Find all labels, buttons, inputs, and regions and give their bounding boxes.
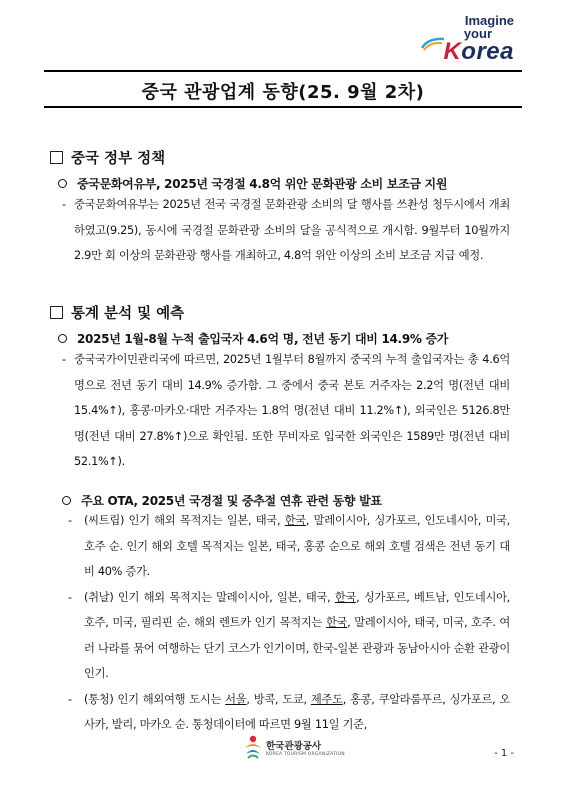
logo-line2: your	[463, 26, 492, 41]
title-rule-top	[44, 70, 522, 72]
title-rule-bottom	[44, 106, 522, 108]
paragraph-text: 중국문화여유부는 2025년 전국 국경절 문화관광 소비의 달 행사를 쓰촨성 청두시에서 개최하였고(9.25), 동시에 국경절 문화관광 소비의 달을 공식적으로 개시함. 9월부터 10월까지 2.9만 회 이상의 문화관광 행사를 개최하고, 4.8억 위안 이상의 소비 보조금 지급 예정.	[74, 198, 510, 262]
paragraph-text: 중국국가이민관리국에 따르면, 2025년 1월부터 8월까지 중국의 누적 출입국자는 총 4.6억 명으로 전년 동기 대비 14.9% 증가함. 그 중에서 중국 본토 거주자는 2.2억 명(전년 대비 15.4%↑), 홍콩·마카오·대만 거주자는 1.8억 명(전년 대비 11.2%↑), 외국인은 5126.8만 명(전년 대비 27.8%↑)으로 확인됨. 또한 무비자로 입국한 외국인은 1589만 명(전년 대비 52.1%↑).	[74, 353, 510, 468]
section-heading: 중국 정부 정책	[50, 147, 165, 168]
text-segment: , 싱가포르, 베트남, 인도네시아, 호주, 미국, 필리핀 순. 해외 렌트카 인기 목적지는	[84, 590, 510, 629]
ota-list-item	[68, 508, 510, 585]
dash-bullet: -	[68, 590, 72, 604]
ota-item-text	[68, 687, 510, 738]
checkbox-square-icon	[50, 306, 63, 319]
logo-line1: Imagine	[464, 13, 514, 28]
section-subheading: 중국문화여유부, 2025년 국경절 4.8억 위안 문화관광 소비 보조금 지원	[58, 175, 447, 192]
section-heading: 통계 분석 및 예측	[50, 302, 184, 323]
kto-english-name: KOREA TOURISM ORGANIZATION	[266, 752, 345, 757]
ota-item-text	[68, 585, 510, 687]
text-segment: , 방콕, 도쿄,	[246, 692, 311, 706]
dash-bullet: -	[68, 514, 72, 527]
text-segment: , 말레이시아, 태국, 미국, 호주. 여러 나라를 묶어 여행하는 단기 코스가 인기이며, 한국-일본 관광과 동남아시아 순환 관광이 인기.	[84, 616, 510, 680]
logo-swoosh-icon	[420, 36, 446, 52]
logo-line3: Korea	[443, 38, 514, 65]
underlined-keyword: 제주도	[310, 692, 343, 706]
circle-bullet-icon	[58, 179, 67, 188]
text-segment: , 홍콩, 쿠알라룸푸르, 싱가포르, 오사카, 발리, 마카오 순. 통청데이터에 따르면 9월 11일 기준,	[84, 692, 511, 731]
section-subheading: 2025년 1월-8월 누적 출입국자 4.6억 명, 전년 동기 대비 14.9% 증가	[58, 330, 448, 347]
text-segment: (취날) 인기 해외 목적지는 말레이시아, 일본, 태국,	[84, 590, 335, 604]
underlined-keyword: 한국	[325, 616, 348, 629]
ota-list-item	[68, 585, 510, 687]
page-number: - 1 -	[494, 748, 514, 759]
ota-list-item	[68, 687, 510, 738]
kto-name: 한국관광공사	[266, 741, 322, 752]
circle-bullet-icon	[58, 334, 67, 343]
section-paragraph	[62, 347, 510, 475]
ota-item-text	[68, 508, 510, 585]
underlined-keyword: 한국	[284, 514, 306, 527]
ota-item-list	[68, 508, 510, 738]
imagine-your-korea-logo	[422, 14, 514, 64]
section-paragraph	[62, 192, 510, 269]
text-segment: (씨트립) 인기 해외 목적지는 일본, 태국,	[84, 514, 285, 527]
underlined-keyword: 한국	[334, 590, 357, 604]
underlined-keyword: 서울	[225, 692, 247, 706]
kto-footer-logo	[242, 734, 345, 766]
page-title: 중국 관광업계 동향(25. 9월 2차)	[141, 82, 425, 103]
section-subheading: 주요 OTA, 2025년 국경절 및 중추절 연휴 관련 동향 발표	[62, 492, 382, 509]
dash-bullet: -	[62, 198, 66, 211]
checkbox-square-icon	[50, 151, 63, 164]
circle-bullet-icon	[62, 496, 71, 505]
text-segment: , 말레이시아, 싱가포르, 인도네시아, 미국, 호주 순. 인기 해외 호텔 목적지는 일본, 태국, 홍콩 순으로 해외 호텔 검색은 전년 동기 대비 40% 증가.	[84, 514, 510, 578]
dash-bullet: -	[68, 692, 72, 706]
text-segment: (통청) 인기 해외여행 도시는	[84, 692, 226, 706]
kto-emblem-icon	[242, 734, 264, 760]
dash-bullet: -	[62, 353, 66, 366]
